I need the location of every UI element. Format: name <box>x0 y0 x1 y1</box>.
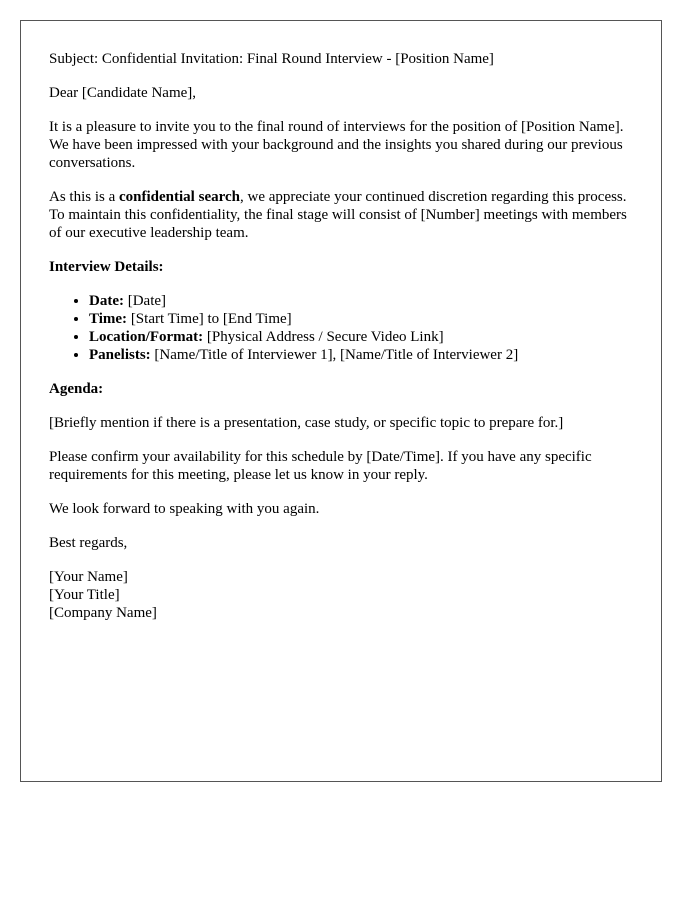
heading-text: Agenda: <box>49 381 104 397</box>
details-list <box>49 292 632 364</box>
item-label: Location/Format: <box>89 329 204 345</box>
list-item <box>89 346 632 364</box>
item-value: [Date] <box>123 293 167 309</box>
intro-paragraph: It is a pleasure to invite you to the final round of interviews for the position of [Position Name]. We have been impressed with your background and the insights you shared during our previous conversations. <box>49 119 624 171</box>
item-value: [Name/Title of Interviewer 1], [Name/Title of Interviewer 2] <box>150 347 519 363</box>
item-value: [Physical Address / Secure Video Link] <box>203 329 444 345</box>
letter <box>20 20 662 782</box>
agenda-heading <box>49 380 632 398</box>
confidentiality-paragraph <box>49 188 632 242</box>
closing-paragraph: We look forward to speaking with you again. <box>49 501 320 517</box>
bold-text: confidential search <box>119 189 240 205</box>
list-item <box>89 310 632 328</box>
item-label: Time: <box>89 311 128 327</box>
signer-title: [Your Title] <box>49 587 120 603</box>
list-item <box>89 328 632 346</box>
greeting: Dear [Candidate Name], <box>49 85 197 101</box>
list-item <box>89 292 632 310</box>
item-label: Date: <box>89 293 124 309</box>
closing: Best regards, <box>49 535 128 551</box>
signature <box>49 568 632 622</box>
agenda-paragraph: [Briefly mention if there is a presentation, case study, or specific topic to prepare for.] <box>49 415 564 431</box>
confirm-paragraph: Please confirm your availability for this schedule by [Date/Time]. If you have any specific requirements for this meeting, please let us know in your reply. <box>49 449 592 483</box>
text: As this is a <box>49 189 120 205</box>
company-name: [Company Name] <box>49 605 157 621</box>
text: , we appreciate your continued discretion regarding this process. To maintain this confidentiality, the final stage will consist of [Number] meetings with members of our executive leadership team. <box>49 189 627 241</box>
subject-line: Subject: Confidential Invitation: Final Round Interview - [Position Name] <box>49 51 494 67</box>
heading-text: Interview Details: <box>49 259 164 275</box>
details-heading <box>49 258 632 276</box>
item-value: [Start Time] to [End Time] <box>127 311 292 327</box>
signer-name: [Your Name] <box>49 569 128 585</box>
item-label: Panelists: <box>89 347 151 363</box>
